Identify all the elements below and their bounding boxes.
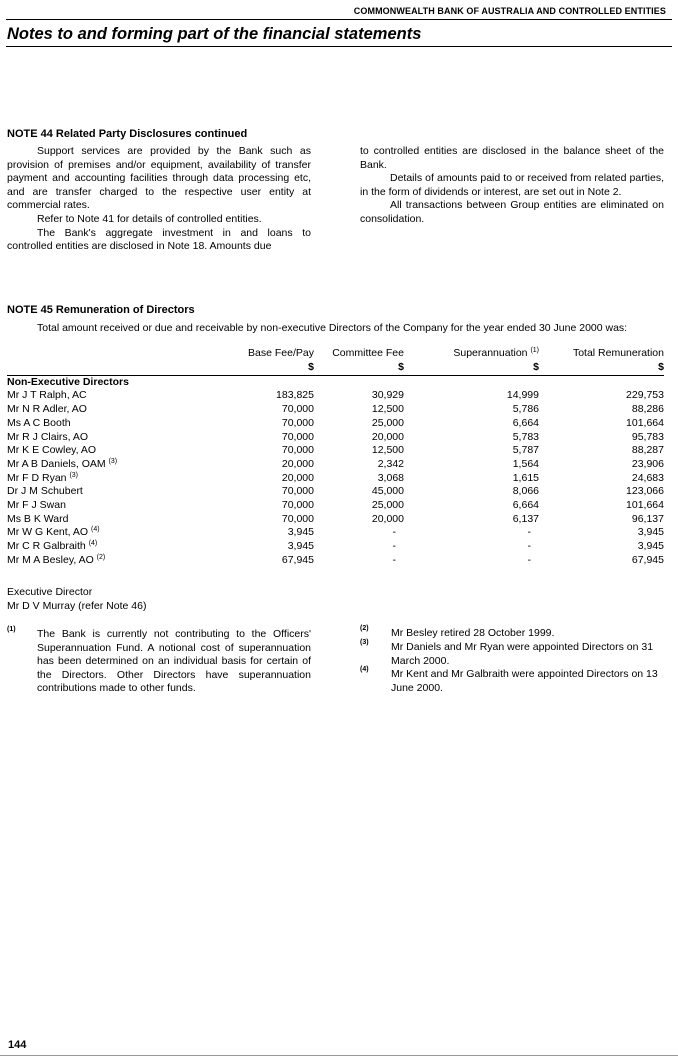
committee-fee-cell: 45,000 (371, 485, 404, 498)
superannuation-cell: 1,615 (512, 471, 539, 484)
director-name (7, 554, 222, 568)
note44-paragraph-5: All transactions between Group entities are eliminated on consolidation. (360, 199, 664, 225)
section-row (7, 375, 664, 389)
base-fee-cell: 70,000 (281, 403, 314, 416)
page-number: 144 (8, 1039, 27, 1051)
committee-fee-cell: 30,929 (371, 389, 404, 402)
footnote-2-text: Mr Besley retired 28 October 1999. (391, 627, 555, 639)
table-row (7, 540, 664, 554)
director-name-text: Mr N R Adler, AO (7, 403, 87, 416)
total-remuneration-cell: 123,066 (626, 485, 664, 498)
base-fee-cell: 183,825 (276, 389, 314, 402)
superannuation-cell: 6,137 (512, 512, 539, 525)
note44-paragraph-3: The Bank's aggregate investment in and loans to controlled entities are disclosed in Note 18. Amounts due (7, 226, 311, 253)
table-row (7, 458, 664, 472)
committee-fee-cell: 2,342 (377, 457, 404, 470)
executive-director-name: Mr D V Murray (refer Note 46) (7, 599, 147, 612)
total-remuneration-cell: 88,287 (631, 444, 664, 457)
director-name (7, 526, 222, 540)
director-name-text: Ms B K Ward (7, 512, 69, 525)
total-remuneration-cell: 3,945 (637, 526, 664, 539)
superannuation-cell: - (527, 553, 531, 566)
director-name (7, 431, 222, 445)
footnote-2-mark: (2) (360, 625, 369, 632)
note44-right-column (360, 145, 664, 227)
unit-label: $ (314, 361, 404, 375)
director-name-text: Mr R J Clairs, AO (7, 430, 89, 443)
total-remuneration-cell: 229,753 (626, 389, 664, 402)
director-name-text: Mr C R Galbraith (7, 540, 86, 553)
note44-heading: NOTE 44 Related Party Disclosures continued (7, 128, 248, 140)
base-fee-cell: 70,000 (281, 499, 314, 512)
director-name (7, 389, 222, 403)
total-remuneration-cell: 101,664 (626, 416, 664, 429)
footnote-ref: (4) (91, 526, 100, 534)
table-row (7, 472, 664, 486)
superannuation-cell: 5,787 (512, 444, 539, 457)
footnote-3-mark: (3) (360, 639, 369, 646)
base-fee-cell: 20,000 (281, 457, 314, 470)
footnote-4-text: Mr Kent and Mr Galbraith were appointed Directors on 13 June 2000. (391, 668, 658, 694)
footnote-ref: (4) (88, 540, 98, 548)
total-remuneration-cell: 96,137 (631, 512, 664, 525)
section-label: Non-Executive Directors (7, 375, 129, 388)
base-fee-cell: 70,000 (281, 485, 314, 498)
footnote-4-mark: (4) (360, 666, 369, 673)
total-remuneration-cell: 24,683 (631, 471, 664, 484)
table-row (7, 485, 664, 499)
director-name-text: Mr F J Swan (7, 499, 66, 512)
note45-intro-text: Total amount received or due and receivable by non-executive Directors of the Company for the year ended 30 June 2000 was: (37, 322, 628, 334)
base-fee-cell: 70,000 (281, 444, 314, 457)
superannuation-cell: 8,066 (512, 485, 539, 498)
committee-fee-cell: 20,000 (371, 430, 404, 443)
director-name (7, 472, 222, 486)
committee-fee-cell: 12,500 (371, 403, 404, 416)
base-fee-cell: 67,945 (281, 553, 314, 566)
note45-heading: NOTE 45 Remuneration of Directors (7, 304, 195, 316)
note44-paragraph-3-continued: to controlled entities are disclosed in the balance sheet of the Bank. (360, 145, 664, 171)
superannuation-cell: 5,783 (512, 430, 539, 443)
executive-director-label: Executive Director (7, 586, 93, 598)
table-row (7, 403, 664, 417)
col-header-committee: Committee Fee (332, 347, 404, 360)
header-rule (6, 19, 672, 20)
total-remuneration-cell: 88,286 (631, 403, 664, 416)
table-row (7, 513, 664, 527)
table-row (7, 389, 664, 403)
director-name-text: Dr J M Schubert (7, 485, 83, 498)
director-name-text: Mr A B Daniels, OAM (7, 457, 106, 470)
remuneration-table (7, 347, 664, 568)
director-name (7, 458, 222, 472)
footnote-3-text: Mr Daniels and Mr Ryan were appointed Directors on 31 March 2000. (391, 641, 654, 667)
committee-fee-cell: - (392, 540, 396, 553)
base-fee-cell: 3,945 (287, 526, 314, 539)
col-header-super: Superannuation $^{(1)}$ (453, 347, 539, 360)
superannuation-cell: 1,564 (512, 457, 539, 470)
superannuation-cell: - (527, 540, 531, 553)
committee-fee-cell: 3,068 (377, 471, 404, 484)
superannuation-cell: 6,664 (512, 499, 539, 512)
table-row (7, 444, 664, 458)
director-name (7, 499, 222, 513)
base-fee-cell: 20,000 (281, 471, 314, 484)
table-row (7, 417, 664, 431)
table-row (7, 526, 664, 540)
unit-label: $ (404, 361, 539, 375)
director-name (7, 485, 222, 499)
table-row (7, 499, 664, 513)
director-name-text: Ms A C Booth (7, 416, 71, 429)
company-header: COMMONWEALTH BANK OF AUSTRALIA AND CONTROLLED ENTITIES (353, 6, 666, 16)
unit-label: $ (222, 361, 314, 375)
total-remuneration-cell: 67,945 (631, 553, 664, 566)
table-row (7, 431, 664, 445)
footnote-ref: (2) (96, 553, 106, 561)
committee-fee-cell: - (392, 526, 396, 539)
director-name (7, 444, 222, 458)
footnote-1-text: The Bank is currently not contributing to the Officers' Superannuation Fund. A notional cost of superannuation has been determined on an individual basis for certain of the Directors. Other Directors have superannuation contributions made to other funds. (37, 628, 311, 695)
col-header-total: Total Remuneration (572, 347, 664, 360)
director-name (7, 540, 222, 554)
director-name (7, 513, 222, 527)
note44-paragraph-1: Support services are provided by the Bank such as provision of premises and/or equipment, availability of transfer payment and accounting facilities through data processing etc, and are transfer charged to the respective user entity at commercial rates. (7, 145, 311, 212)
director-rows (7, 389, 664, 567)
col-header-base: Base Fee/Pay (248, 347, 314, 360)
table-unit-row (7, 361, 664, 375)
base-fee-cell: 70,000 (281, 430, 314, 443)
director-name-text: Mr M A Besley, AO (7, 553, 94, 566)
table-row (7, 554, 664, 568)
director-name (7, 403, 222, 417)
table-header-row (7, 347, 664, 361)
total-remuneration-cell: 101,664 (626, 499, 664, 512)
footnote-ref: (1) (530, 347, 539, 355)
total-remuneration-cell: 95,783 (631, 430, 664, 443)
committee-fee-cell: 25,000 (371, 416, 404, 429)
note44-paragraph-2: Refer to Note 41 for details of controlled entities. (37, 212, 262, 225)
director-name-text: Mr K E Cowley, AO (7, 444, 97, 457)
director-name-text: Mr J T Ralph, AC (7, 389, 87, 402)
footnote-ref: (3) (69, 471, 78, 479)
total-remuneration-cell: 23,906 (631, 457, 664, 470)
unit-label: $ (539, 361, 664, 375)
total-remuneration-cell: 3,945 (637, 540, 664, 553)
committee-fee-cell: 20,000 (371, 512, 404, 525)
base-fee-cell: 70,000 (281, 512, 314, 525)
superannuation-cell: - (527, 526, 531, 539)
base-fee-cell: 3,945 (287, 540, 314, 553)
committee-fee-cell: - (392, 553, 396, 566)
title-rule (6, 46, 672, 47)
note45-intro (7, 322, 664, 336)
superannuation-cell: 14,999 (506, 389, 539, 402)
executive-director-block (7, 586, 146, 613)
committee-fee-cell: 25,000 (371, 499, 404, 512)
note44-left-column (7, 145, 311, 254)
page-title: Notes to and forming part of the financial statements (7, 25, 422, 43)
base-fee-cell: 70,000 (281, 416, 314, 429)
director-name (7, 417, 222, 431)
director-name-text: Mr W G Kent, AO (7, 526, 89, 539)
footnote-ref: (3) (108, 457, 118, 465)
committee-fee-cell: 12,500 (371, 444, 404, 457)
director-name-text: Mr F D Ryan (7, 471, 67, 484)
footer-rule (0, 1055, 678, 1056)
superannuation-cell: 5,786 (512, 403, 539, 416)
footnote-1-mark: (1) (7, 626, 16, 633)
note44-paragraph-4: Details of amounts paid to or received from related parties, in the form of dividends or interest, are set out in Note 2. (360, 172, 664, 198)
superannuation-cell: 6,664 (512, 416, 539, 429)
